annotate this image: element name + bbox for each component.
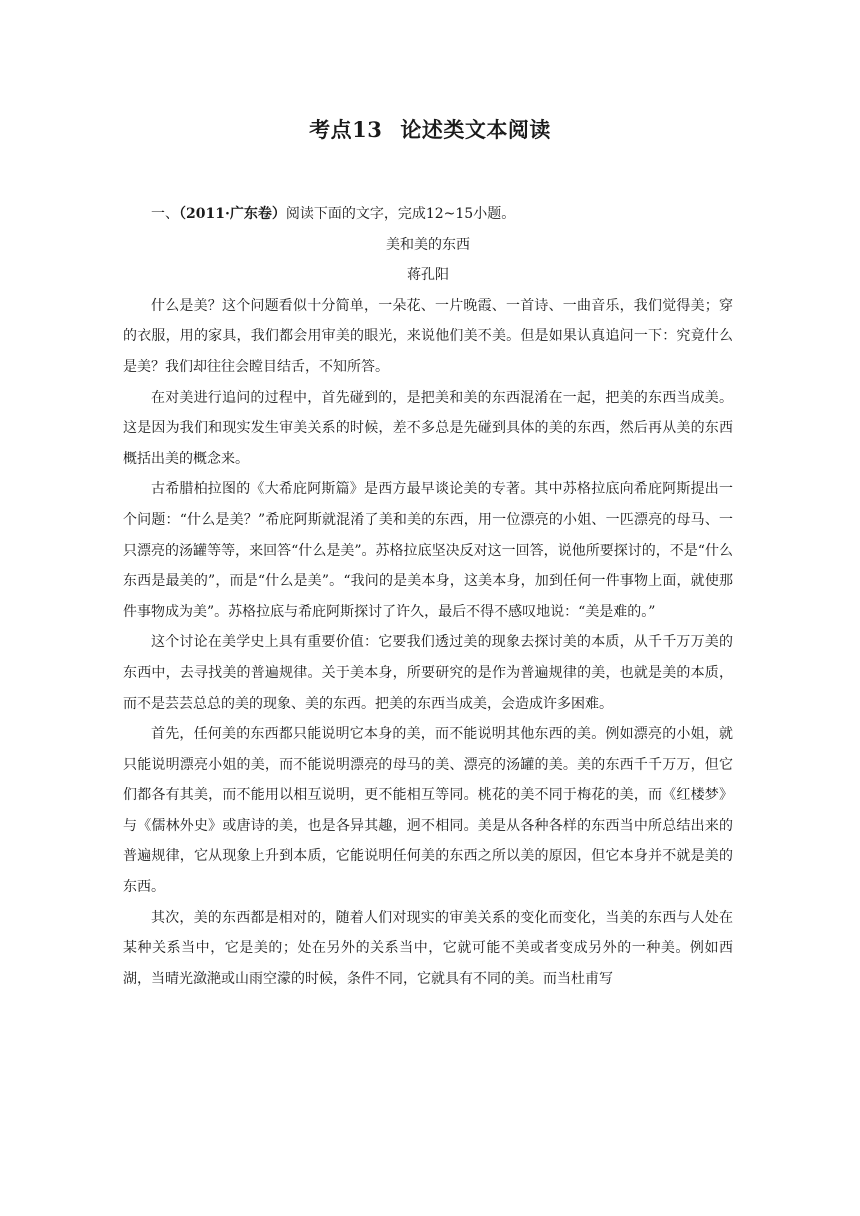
article-author: 蒋孔阳	[407, 267, 449, 284]
question-intro	[123, 199, 733, 230]
title-main: 论述类文本阅读	[400, 117, 551, 142]
question-source: （2011·广东卷）	[179, 206, 286, 222]
document-body	[123, 199, 733, 994]
paragraph: 在对美进行追问的过程中，首先碰到的，是把美和美的东西混淆在一起，把美的东西当成美。这是因为我们和现实发生审美关系的时候，差不多总是先碰到具体的美的东西，然后再从美的东西概括出美的概念来。	[123, 389, 733, 467]
question-number: 一、	[151, 206, 179, 222]
article-title: 美和美的东西	[386, 236, 470, 253]
paragraph: 首先，任何美的东西都只能说明它本身的美，而不能说明其他东西的美。例如漂亮的小姐，就只能说明漂亮小姐的美，而不能说明漂亮的母马的美、漂亮的汤罐的美。美的东西千千万万，但它们都各有其美，而不能用以相互说明，更不能相互等同。桃花的美不同于梅花的美，而《红楼梦》与《儒林外史》或唐诗的美，也是各异其趣，迥不相同。美是从各种各样的东西当中所总结出来的普遍规律，它从现象上升到本质，它能说明任何美的东西之所以美的原因，但它本身并不就是美的东西。	[123, 726, 733, 896]
paragraph: 古希腊柏拉图的《大希庇阿斯篇》是西方最早谈论美的专著。其中苏格拉底向希庇阿斯提出一个问题：“什么是美？”希庇阿斯就混淆了美和美的东西，用一位漂亮的小姐、一匹漂亮的母马、一只漂亮的汤罐等等，来回答“什么是美”。苏格拉底坚决反对这一回答，说他所要探讨的，不是“什么东西是最美的”，而是“什么是美”。“我问的是美本身，这美本身，加到任何一件事物上面，就使那件事物成为美”。苏格拉底与希庇阿斯探讨了许久，最后不得不感叹地说：“美是难的。”	[123, 481, 733, 620]
paragraph: 什么是美？这个问题看似十分简单，一朵花、一片晚霞、一首诗、一曲音乐，我们觉得美；穿的衣服，用的家具，我们都会用审美的眼光，来说他们美不美。但是如果认真追问一下：究竟什么是美？我们却往往会瞠目结舌，不知所答。	[123, 297, 733, 375]
page-title	[0, 114, 860, 144]
paragraph: 其次，美的东西都是相对的，随着人们对现实的审美关系的变化而变化，当美的东西与人处在某种关系当中，它是美的；处在另外的关系当中，它就可能不美或者变成另外的一种美。例如西湖，当晴光潋滟或山雨空濛的时候，条件不同，它就具有不同的美。而当杜甫写	[123, 909, 733, 987]
title-prefix: 考点13	[309, 117, 383, 142]
question-instruction: 阅读下面的文字，完成12~15小题。	[285, 206, 516, 222]
paragraph: 这个讨论在美学史上具有重要价值：它要我们透过美的现象去探讨美的本质，从千千万万美的东西中，去寻找美的普遍规律。关于美本身，所要研究的是作为普遍规律的美，也就是美的本质，而不是芸芸总总的美的现象、美的东西。把美的东西当成美，会造成许多困难。	[123, 634, 733, 712]
